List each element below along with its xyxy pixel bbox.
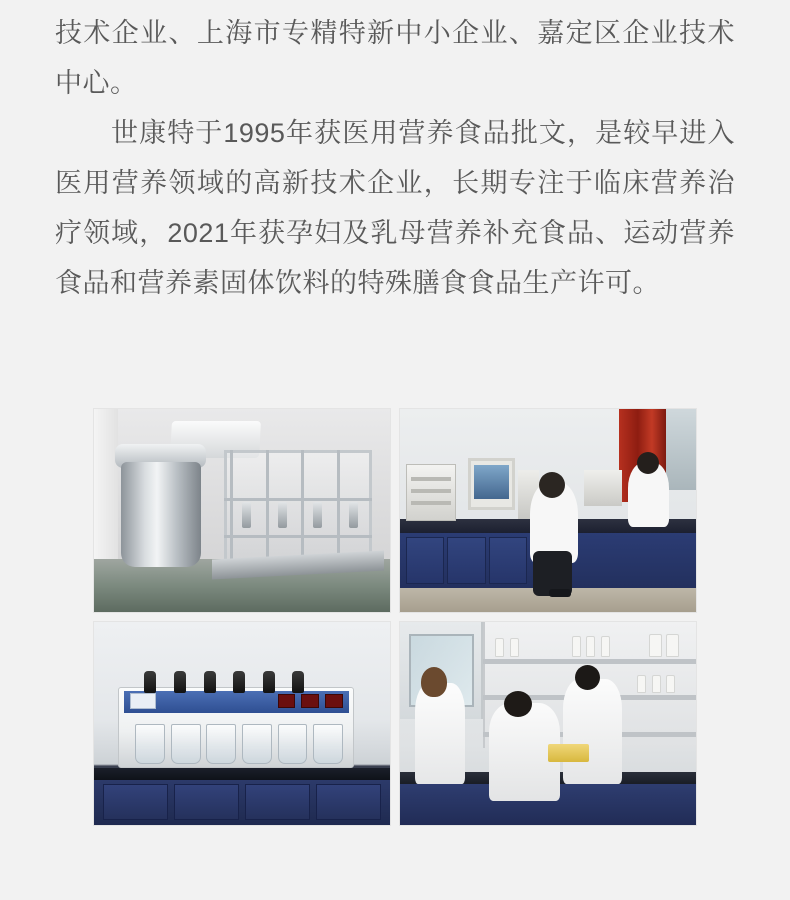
monitor-screen bbox=[474, 465, 509, 499]
photo-production-tank bbox=[93, 408, 391, 613]
crt-monitor bbox=[468, 458, 515, 511]
control-knob bbox=[292, 671, 304, 693]
researcher-lab-coat bbox=[563, 679, 622, 785]
photo-researchers-shelves bbox=[399, 621, 697, 826]
cabinet-door bbox=[406, 537, 444, 584]
reagent-bottle bbox=[601, 636, 610, 656]
glass-beaker bbox=[313, 724, 343, 765]
analysis-instrument bbox=[584, 470, 622, 507]
frame-bar bbox=[301, 450, 304, 568]
control-knob bbox=[263, 671, 275, 693]
paragraph-1: 技术企业、上海市专精特新中小企业、嘉定区企业技术中心。 bbox=[55, 18, 735, 98]
reagent-bottle bbox=[649, 634, 662, 656]
lab-chair bbox=[533, 551, 571, 596]
window bbox=[666, 409, 696, 490]
control-knob bbox=[174, 671, 186, 693]
digital-readout bbox=[325, 694, 343, 708]
reagent-bottle bbox=[586, 636, 595, 656]
photo-extraction-apparatus bbox=[93, 621, 391, 826]
glass-beaker bbox=[135, 724, 165, 765]
photo-hplc-lab bbox=[399, 408, 697, 613]
glass-beaker bbox=[278, 724, 308, 765]
control-knob bbox=[204, 671, 216, 693]
digital-readout bbox=[301, 694, 319, 708]
researcher-head bbox=[504, 691, 532, 717]
filling-nozzle bbox=[278, 502, 287, 528]
filling-nozzle bbox=[242, 502, 251, 528]
reagent-bottle bbox=[510, 638, 519, 656]
control-knob bbox=[233, 671, 245, 693]
frame-bar bbox=[224, 498, 372, 501]
shelf bbox=[483, 659, 696, 664]
instrument-label bbox=[130, 693, 157, 709]
photo-gallery bbox=[93, 408, 697, 826]
reagent-bottle bbox=[666, 634, 679, 656]
text-content bbox=[0, 0, 790, 308]
paragraph-2: 世康特于1995年获医用营养食品批文，是较早进入医用营养领域的高新技术企业，长期专注于临床营养治疗领域，2021年获孕妇及乳母营养补充食品、运动营养食品和营养素固体饮料的特殊膳食食品生产许可。 bbox=[55, 118, 735, 298]
digital-readout bbox=[278, 694, 296, 708]
researcher-head bbox=[575, 665, 600, 690]
researcher-lab-coat bbox=[415, 683, 465, 785]
glass-beaker bbox=[242, 724, 272, 765]
filling-nozzle bbox=[313, 502, 322, 528]
glass-beaker bbox=[206, 724, 236, 765]
cabinet-row bbox=[94, 780, 390, 825]
reagent-bottle bbox=[637, 675, 646, 693]
lab-bench bbox=[94, 768, 390, 780]
reagent-bottle bbox=[652, 675, 661, 693]
mixing-tank bbox=[121, 462, 201, 568]
researcher-head bbox=[637, 452, 659, 474]
frame-bar bbox=[224, 535, 372, 538]
control-knob bbox=[144, 671, 156, 693]
frame-bar bbox=[230, 450, 233, 568]
cabinet-door bbox=[489, 537, 527, 584]
reagent-bottle bbox=[572, 636, 581, 656]
filling-nozzle bbox=[349, 502, 358, 528]
researcher-head bbox=[421, 667, 447, 697]
researcher-head bbox=[539, 472, 565, 498]
reagent-bottle bbox=[495, 638, 504, 656]
cabinet-door bbox=[447, 537, 485, 584]
frame-bar bbox=[337, 450, 340, 568]
sample-tray bbox=[548, 744, 589, 762]
hplc-instrument bbox=[406, 464, 456, 521]
glass-beaker bbox=[171, 724, 201, 765]
reagent-bottle bbox=[666, 675, 675, 693]
frame-bar bbox=[266, 450, 269, 568]
